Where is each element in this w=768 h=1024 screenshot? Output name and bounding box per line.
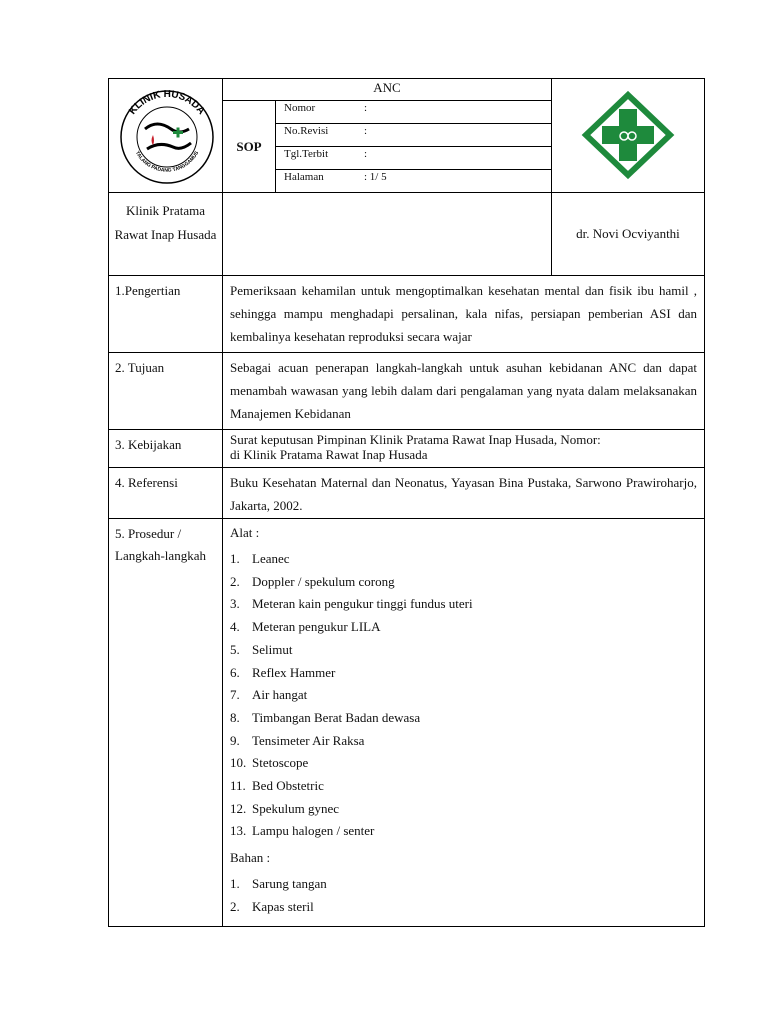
- alat-list: [230, 548, 697, 843]
- bahan-heading: Bahan :: [230, 850, 271, 866]
- prosedur-content: [222, 518, 705, 927]
- meta-value: :: [364, 102, 368, 114]
- blank-cell: [222, 192, 552, 276]
- meta-label: Nomor: [284, 102, 316, 114]
- meta-value: :: [364, 148, 368, 160]
- bahan-list: [230, 873, 697, 918]
- sop-label: SOP: [222, 100, 276, 193]
- sop-document: [108, 78, 705, 927]
- list-item: 8. Timbangan Berat Badan dewasa: [230, 709, 421, 725]
- clinic-name: Klinik Pratama Rawat Inap Husada: [108, 192, 223, 276]
- prosedur-label: 5. Prosedur / Langkah-langkah: [108, 518, 223, 927]
- alat-heading: Alat :: [230, 525, 260, 540]
- list-item: 3. Meteran kain pengukur tinggi fundus uteri: [230, 596, 473, 612]
- clinic-logo-cell: [108, 78, 223, 193]
- kebijakan-content: [222, 429, 705, 468]
- doctor-name: dr. Novi Ocviyanthi: [551, 192, 705, 276]
- list-item: 6. Reflex Hammer: [230, 664, 336, 680]
- kebijakan-line: Surat keputusan Pimpinan Klinik Pratama Rawat Inap Husada, Nomor:: [230, 432, 601, 447]
- kebijakan-label: 3. Kebijakan: [108, 429, 223, 468]
- referensi-text: Buku Kesehatan Maternal dan Neonatus, Yayasan Bina Pustaka, Sarwono Prawiroharjo, Jakarta, 2002.: [222, 467, 705, 519]
- tujuan-text: Sebagai acuan penerapan langkah-langkah untuk asuhan kebidanan ANC dan dapat menambah wawasan yang lebih dalam dari pengalaman yang nyata dalam melaksanakan Manajemen Kebidanan: [222, 352, 705, 430]
- list-item: 5. Selimut: [230, 641, 293, 657]
- logo-arc-subtext: TALANG PADANG TANGGAMUS: [133, 150, 201, 174]
- list-item: 9. Tensimeter Air Raksa: [230, 732, 365, 748]
- svg-text:KLINIK HUSADA: [127, 89, 207, 117]
- document-title: ANC: [222, 78, 552, 101]
- list-item: 1. Sarung tangan: [230, 876, 327, 892]
- meta-label: Halaman: [284, 171, 324, 183]
- pengertian-label: 1.Pengertian: [108, 275, 223, 353]
- klinik-husada-logo-icon: [109, 79, 222, 192]
- logo-arc-text: KLINIK HUSADA: [127, 88, 207, 117]
- list-item: 1. Leanec: [230, 551, 290, 566]
- health-logo-cell: [551, 78, 705, 193]
- list-item: 11. Bed Obstetric: [230, 778, 324, 794]
- meta-value: :: [364, 125, 368, 137]
- meta-label: No.Revisi: [284, 125, 329, 137]
- list-item: 2. Kapas steril: [230, 898, 314, 914]
- pengertian-text: Pemeriksaan kehamilan untuk mengoptimalkan kesehatan mental dan fisik ibu hamil , sehingga mampu menghadapi persalinan, kala nifas, persiapan pemberian ASI dan kembalinya kesehatan reproduksi secara wajar: [222, 275, 705, 353]
- list-item: 4. Meteran pengukur LILA: [230, 619, 381, 635]
- list-item: 7. Air hangat: [230, 687, 308, 703]
- list-item: 12. Spekulum gynec: [230, 800, 340, 816]
- meta-row-revisi: [275, 123, 552, 147]
- kebijakan-line: di Klinik Pratama Rawat Inap Husada: [230, 447, 428, 462]
- list-item: 13. Lampu halogen / senter: [230, 823, 375, 839]
- list-item: 2. Doppler / spekulum corong: [230, 573, 395, 589]
- meta-value: : 1/ 5: [364, 171, 387, 183]
- green-cross-logo-icon: [552, 79, 704, 192]
- meta-row-nomor: [275, 100, 552, 124]
- meta-label: Tgl.Terbit: [284, 148, 329, 160]
- referensi-label: 4. Referensi: [108, 467, 223, 519]
- svg-text:TALANG PADANG TANGGAMUS: [134, 150, 201, 174]
- list-item: 10. Stetoscope: [230, 755, 309, 771]
- tujuan-label: 2. Tujuan: [108, 352, 223, 430]
- meta-row-terbit: [275, 146, 552, 170]
- meta-row-halaman: [275, 169, 552, 193]
